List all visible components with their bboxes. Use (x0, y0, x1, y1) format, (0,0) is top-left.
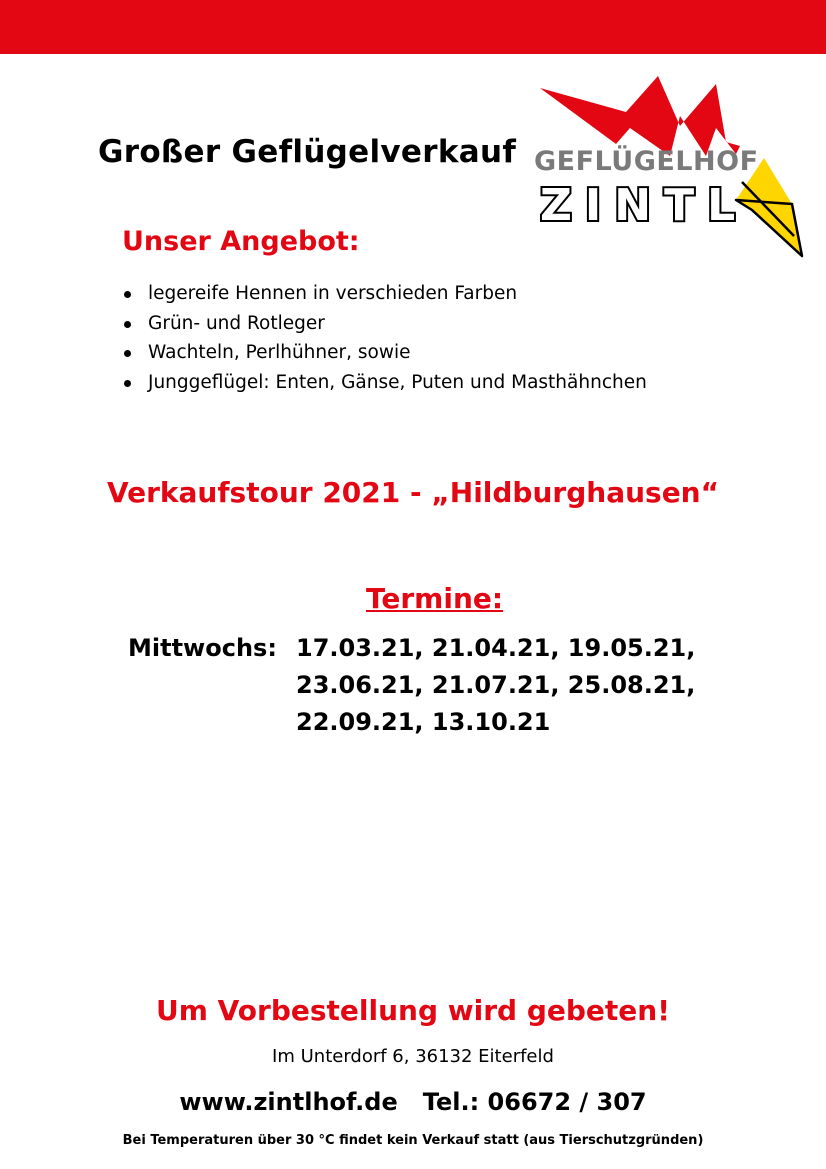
schedule-dates-line-1: 17.03.21, 21.04.21, 19.05.21, (296, 634, 696, 662)
tour-heading: Verkaufstour 2021 - „Hildburghausen“ (106, 476, 720, 509)
schedule-dates-line-3: 22.09.21, 13.10.21 (296, 708, 551, 736)
list-item: legereife Hennen in verschieden Farben (122, 282, 647, 312)
list-item: Grün- und Rotleger (122, 312, 647, 342)
logo-line2: ZINTL (540, 180, 749, 231)
address: Im Unterdorf 6, 36132 Eiterfeld (272, 1046, 554, 1067)
page-title: Großer Geflügelverkauf (98, 134, 517, 170)
list-item: Junggeflügel: Enten, Gänse, Puten und Masthähnchen (122, 371, 647, 401)
offer-heading: Unser Angebot: (122, 226, 360, 257)
offer-list (122, 282, 647, 400)
schedule-heading: Termine: (366, 582, 504, 615)
website-link[interactable]: www.zintlhof.de (179, 1088, 398, 1116)
bullet-icon (124, 321, 131, 328)
logo-red-comb (540, 76, 740, 156)
bullet-icon (124, 380, 131, 387)
preorder-callout: Um Vorbestellung wird gebeten! (156, 994, 670, 1027)
temperature-note: Bei Temperaturen über 30 °C findet kein Verkauf statt (aus Tierschutzgründen) (122, 1133, 704, 1148)
contact-line (0, 1088, 826, 1116)
gefluegelhof-zintl-logo (530, 72, 806, 260)
schedule-dates-line-2: 23.06.21, 21.07.21, 25.08.21, (296, 671, 696, 699)
bullet-icon (124, 291, 131, 298)
phone-number: Tel.: 06672 / 307 (422, 1088, 647, 1116)
schedule-day-label: Mittwochs: (128, 634, 277, 662)
logo-line1: GEFLÜGELHOF (534, 146, 759, 177)
bullet-icon (124, 350, 131, 357)
list-item: Wachteln, Perlhühner, sowie (122, 341, 647, 371)
top-red-bar (0, 0, 826, 54)
